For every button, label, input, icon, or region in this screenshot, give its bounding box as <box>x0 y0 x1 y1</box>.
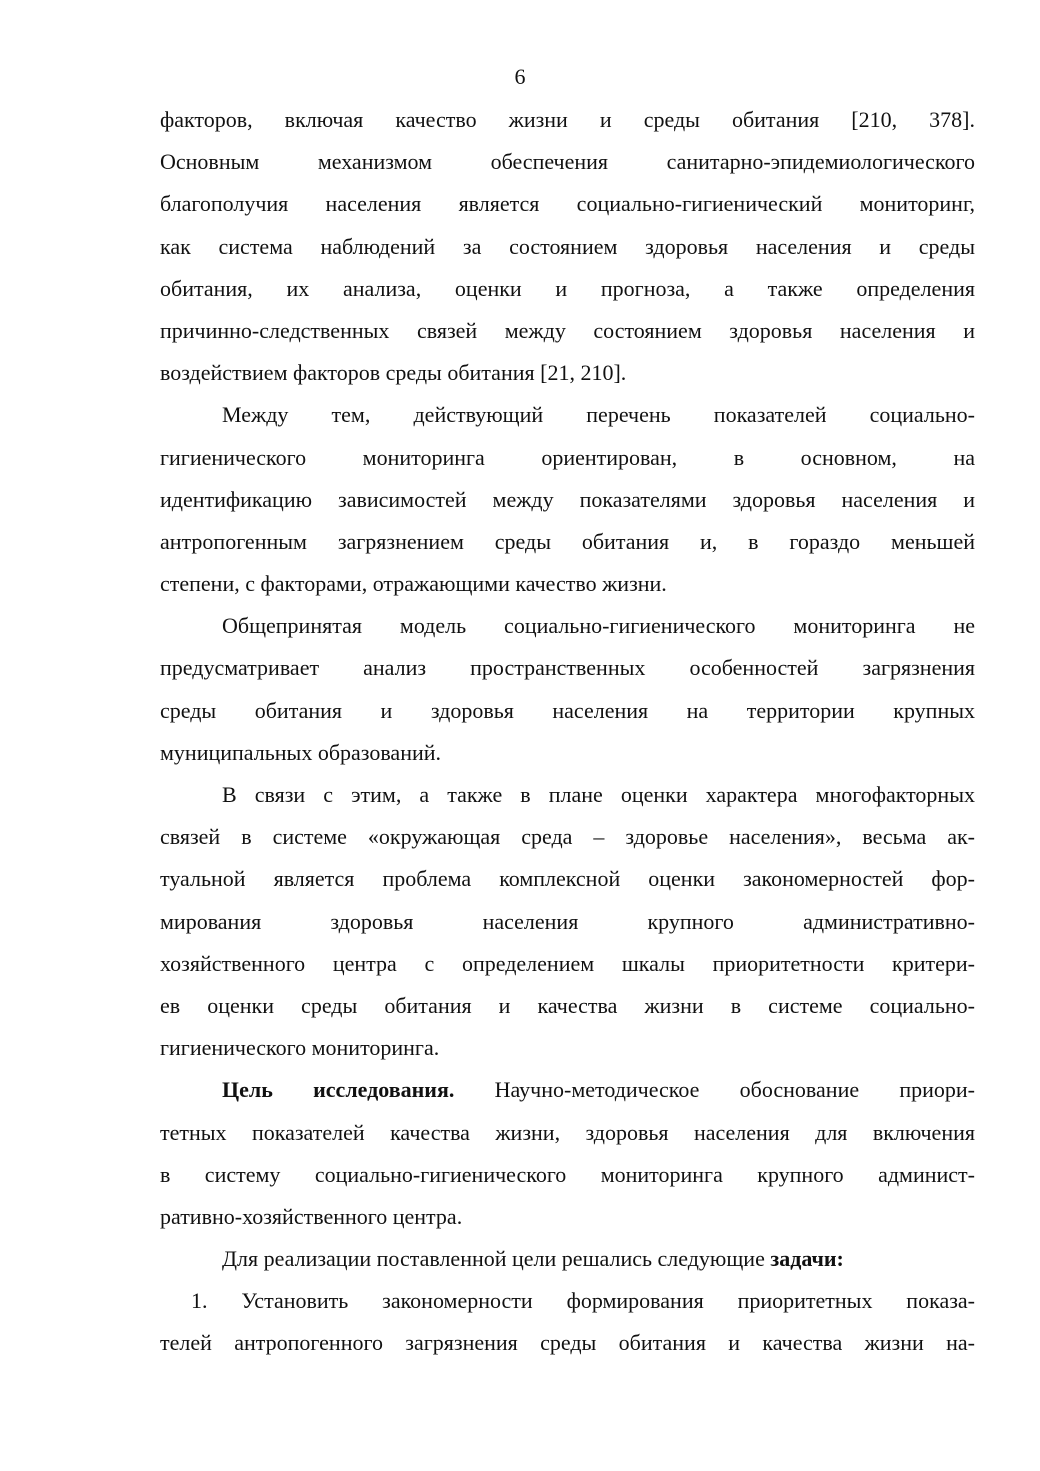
text-line <box>160 1069 975 1111</box>
text-line: мирования здоровья населения крупного административно- <box>160 908 975 934</box>
text-line: причинно-следственных связей между состоянием здоровья населения и <box>160 317 975 343</box>
text-line: В связи с этим, а также в плане оценки характера многофакторных <box>222 782 975 807</box>
paragraph-2 <box>160 394 975 605</box>
page-number: 6 <box>514 64 526 89</box>
text-line: предусматривает анализ пространственных особенностей загрязнения <box>160 655 975 681</box>
text-line: степени, с факторами, отражающими качество жизни. <box>160 571 667 597</box>
text-line: обитания, их анализа, оценки и прогноза, а также определения <box>160 275 975 301</box>
text-line: антропогенным загрязнением среды обитания и, в гораздо меньшей <box>160 528 975 554</box>
text-line: телей антропогенного загрязнения среды обитания и качества жизни на- <box>160 1330 975 1356</box>
text-line: гигиенического мониторинга. <box>160 1035 440 1061</box>
document-body <box>160 99 975 1365</box>
text-line: среды обитания и здоровья населения на территории крупных <box>160 697 975 723</box>
text-line: факторов, включая качество жизни и среды обитания [210, 378]. <box>160 107 975 132</box>
text-line: в систему социально-гигиенического мониторинга крупного админист- <box>160 1161 975 1187</box>
text-line: связей в системе «окружающая среда – здоровье населения», весьма ак- <box>160 824 975 850</box>
paragraph-1 <box>160 99 975 394</box>
text-line: туальной является проблема комплексной оценки закономерностей фор- <box>160 866 975 892</box>
text-line: Между тем, действующий перечень показателей социально- <box>222 402 975 428</box>
list-item <box>160 1280 975 1364</box>
text-line: тетных показателей качества жизни, здоровья населения для включения <box>160 1119 975 1145</box>
tasks-heading: задачи: <box>770 1246 844 1272</box>
paragraph-tasks-intro <box>160 1238 975 1280</box>
goal-text: Научно-методическое обоснование приори- <box>454 1077 975 1103</box>
text-line: муниципальных образований. <box>160 739 442 765</box>
text-line: идентификацию зависимостей между показателями здоровья населения и <box>160 486 975 512</box>
text-line: гигиенического мониторинга ориентирован, в основном, на <box>160 444 975 470</box>
text-line: Общепринятая модель социально-гигиенического мониторинга не <box>222 613 975 639</box>
text-line: как система наблюдений за состоянием здоровья населения и среды <box>160 233 975 259</box>
text-line: Основным механизмом обеспечения санитарно-эпидемиологического <box>160 149 975 175</box>
paragraph-3 <box>160 605 975 774</box>
paragraph-goal <box>160 1069 975 1238</box>
paragraph-4 <box>160 774 975 1069</box>
text-line <box>160 1238 975 1280</box>
text-line: ев оценки среды обитания и качества жизни в системе социально- <box>160 992 975 1018</box>
text-line: хозяйственного центра с определением шкалы приоритетности критери- <box>160 950 975 976</box>
text-line: 1. Установить закономерности формирования приоритетных показа- <box>191 1288 975 1314</box>
goal-heading: Цель исследования. <box>222 1077 455 1103</box>
text-line: воздействием факторов среды обитания [21, 210]. <box>160 360 627 386</box>
text-line: благополучия населения является социально-гигиенический мониторинг, <box>160 191 975 217</box>
tasks-intro-text: Для реализации поставленной цели решались следующие <box>222 1246 771 1272</box>
text-line: ративно-хозяйственного центра. <box>160 1203 463 1229</box>
